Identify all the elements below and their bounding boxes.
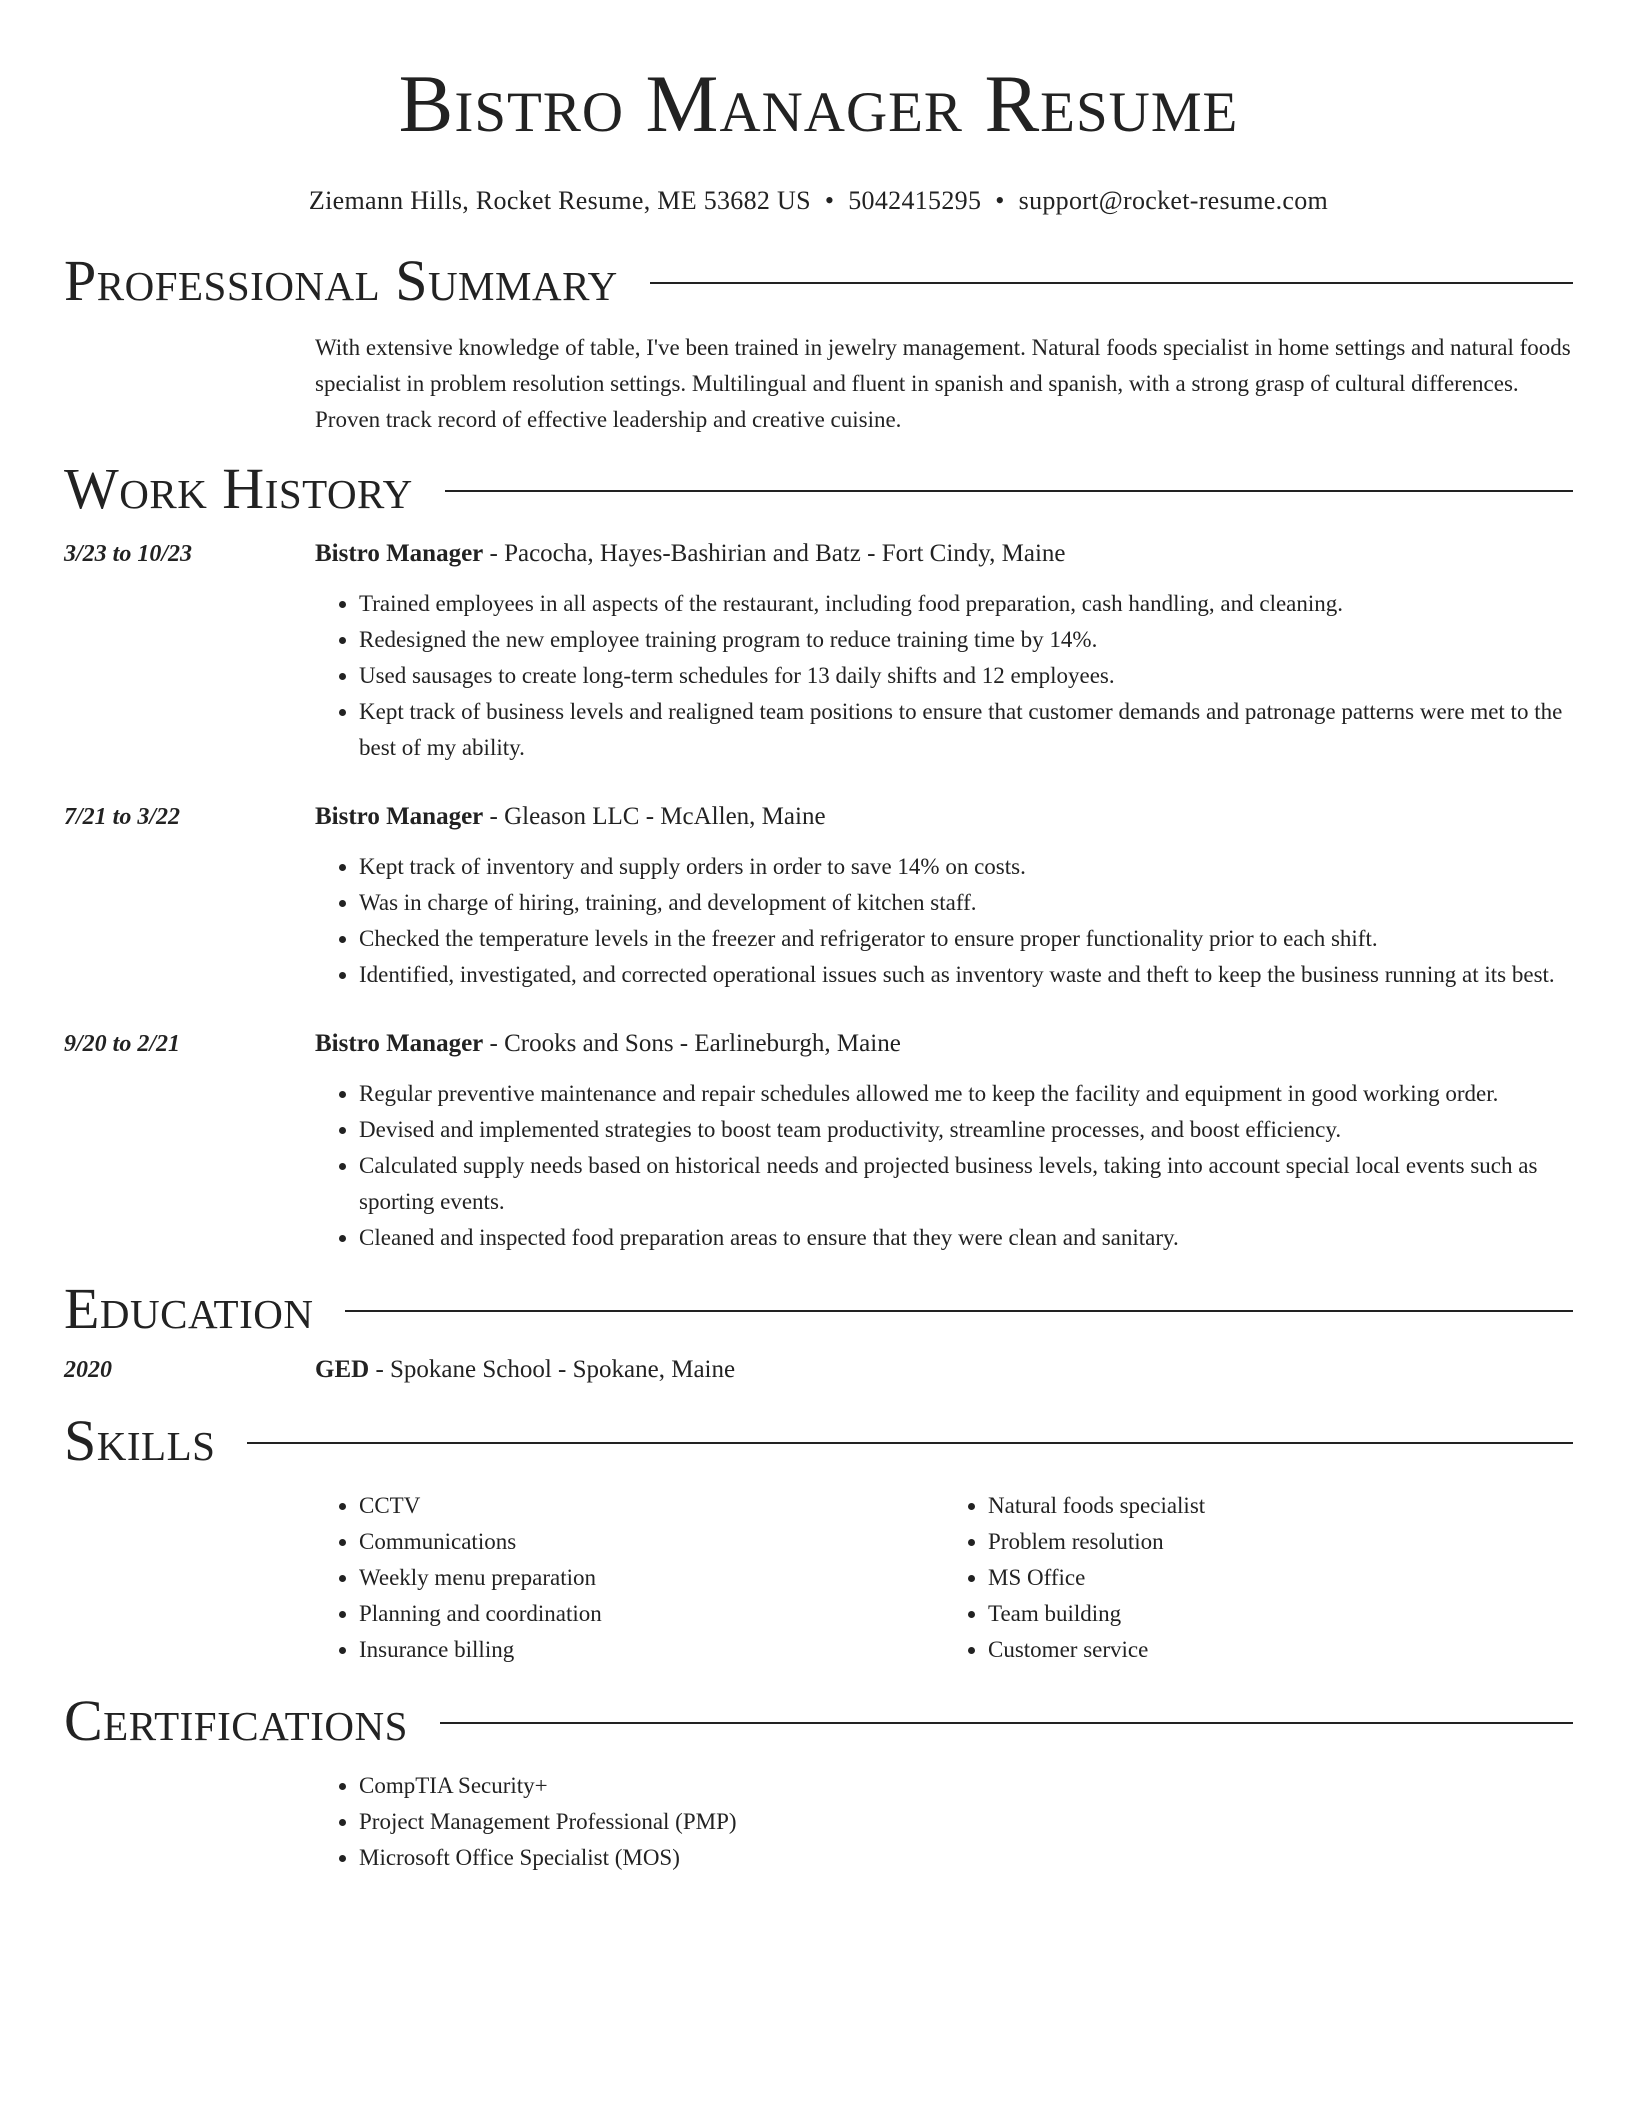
summary-text: With extensive knowledge of table, I've been trained in jewelry management. Natural foods specialist in home settings and natural foods specialist in problem resolution settings. Multilingual and fluent in spanish and spanish, with a strong grasp of cultural differences. Proven track record of effective leadership and creative cuisine.	[315, 335, 1571, 432]
work-section-header	[64, 458, 1573, 520]
education-details: - Spokane School - Spokane, Maine	[369, 1356, 736, 1383]
certifications-body	[315, 1768, 1573, 1876]
list-item: • MS Office	[988, 1560, 1573, 1596]
list-item: • Communications	[359, 1524, 944, 1560]
skills-grid	[315, 1488, 1573, 1668]
section-rule	[440, 1722, 1573, 1724]
education-content	[315, 1352, 1573, 1388]
email: support@rocket-resume.com	[1018, 186, 1329, 215]
list-item: • Devised and implemented strategies to boost team productivity, streamline processes, and boost efficiency.	[359, 1112, 1573, 1148]
list-item: • Identified, investigated, and corrected operational issues such as inventory waste and theft to keep the business running at its best.	[359, 957, 1573, 993]
job-title: Bistro Manager	[315, 1030, 484, 1057]
job-entry	[64, 536, 1573, 766]
job-dates: 3/23 to 10/23	[64, 541, 193, 567]
list-item: • Customer service	[988, 1632, 1573, 1668]
job-entry	[64, 799, 1573, 993]
list-item: • Team building	[988, 1596, 1573, 1632]
job-title-line	[315, 536, 1573, 572]
list-item: • Natural foods specialist	[988, 1488, 1573, 1524]
work-heading: Work History	[64, 456, 413, 521]
list-item: • Redesigned the new employee training program to reduce training time by 14%.	[359, 622, 1573, 658]
job-title: Bistro Manager	[315, 540, 484, 567]
skills-heading: Skills	[64, 1408, 216, 1473]
education-heading: Education	[64, 1276, 314, 1341]
certifications-list	[315, 1768, 1573, 1876]
list-item: • Planning and coordination	[359, 1596, 944, 1632]
certifications-heading: Certifications	[64, 1688, 408, 1753]
education-entry	[64, 1352, 1573, 1388]
phone: 5042415295	[848, 186, 982, 215]
job-title-line	[315, 1026, 1573, 1062]
section-rule	[650, 282, 1573, 284]
job-details: - Crooks and Sons - Earlineburgh, Maine	[483, 1030, 901, 1057]
section-rule	[445, 490, 1573, 492]
summary-body	[315, 330, 1573, 438]
list-item: • Trained employees in all aspects of the restaurant, including food preparation, cash handling, and cleaning.	[359, 586, 1573, 622]
education-year: 2020	[64, 1357, 112, 1383]
job-title: Bistro Manager	[315, 803, 484, 830]
resume-page	[64, 0, 1573, 1876]
job-bullets	[315, 1076, 1573, 1256]
job-bullets	[315, 586, 1573, 766]
resume-title: Bistro Manager Resume	[398, 58, 1239, 149]
list-item: • Kept track of inventory and supply orders in order to save 14% on costs.	[359, 849, 1573, 885]
list-item: • Microsoft Office Specialist (MOS)	[359, 1840, 1573, 1876]
skills-list-right	[944, 1488, 1573, 1668]
summary-section-header	[64, 250, 1573, 312]
skills-list-left	[315, 1488, 944, 1668]
job-bullets	[315, 849, 1573, 993]
education-degree: GED	[315, 1356, 370, 1383]
section-rule	[247, 1442, 1573, 1444]
list-item: • Problem resolution	[988, 1524, 1573, 1560]
education-line	[315, 1352, 1573, 1388]
list-item: • CCTV	[359, 1488, 944, 1524]
list-item: • Cleaned and inspected food preparation areas to ensure that they were clean and sanitary.	[359, 1220, 1573, 1256]
job-content	[315, 536, 1573, 766]
job-details: - Gleason LLC - McAllen, Maine	[483, 803, 826, 830]
summary-heading: Professional Summary	[64, 248, 618, 313]
separator-dot: •	[995, 186, 1005, 215]
job-content	[315, 1026, 1573, 1256]
list-item: • Used sausages to create long-term schedules for 13 daily shifts and 12 employees.	[359, 658, 1573, 694]
list-item: • Checked the temperature levels in the freezer and refrigerator to ensure proper functionality prior to each shift.	[359, 921, 1573, 957]
job-entry	[64, 1026, 1573, 1256]
job-title-line	[315, 799, 1573, 835]
separator-dot: •	[824, 186, 835, 215]
job-details: - Pacocha, Hayes-Bashirian and Batz - Fort Cindy, Maine	[483, 540, 1066, 567]
list-item: • Kept track of business levels and realigned team positions to ensure that customer demands and patronage patterns were met to the best of my ability.	[359, 694, 1573, 766]
job-dates: 7/21 to 3/22	[64, 804, 181, 830]
contact-line	[64, 186, 1573, 216]
education-section-header	[64, 1278, 1573, 1340]
list-item: • Insurance billing	[359, 1632, 944, 1668]
certifications-section-header	[64, 1690, 1573, 1752]
address: Ziemann Hills, Rocket Resume, ME 53682 US	[308, 186, 811, 215]
job-dates: 9/20 to 2/21	[64, 1031, 181, 1057]
list-item: • Project Management Professional (PMP)	[359, 1804, 1573, 1840]
skills-section-header	[64, 1410, 1573, 1472]
list-item: • CompTIA Security+	[359, 1768, 1573, 1804]
section-rule	[345, 1310, 1573, 1312]
list-item: • Regular preventive maintenance and repair schedules allowed me to keep the facility and equipment in good working order.	[359, 1076, 1573, 1112]
list-item: • Was in charge of hiring, training, and development of kitchen staff.	[359, 885, 1573, 921]
list-item: • Calculated supply needs based on historical needs and projected business levels, taking into account special local events such as sporting events.	[359, 1148, 1573, 1220]
job-content	[315, 799, 1573, 993]
list-item: • Weekly menu preparation	[359, 1560, 944, 1596]
